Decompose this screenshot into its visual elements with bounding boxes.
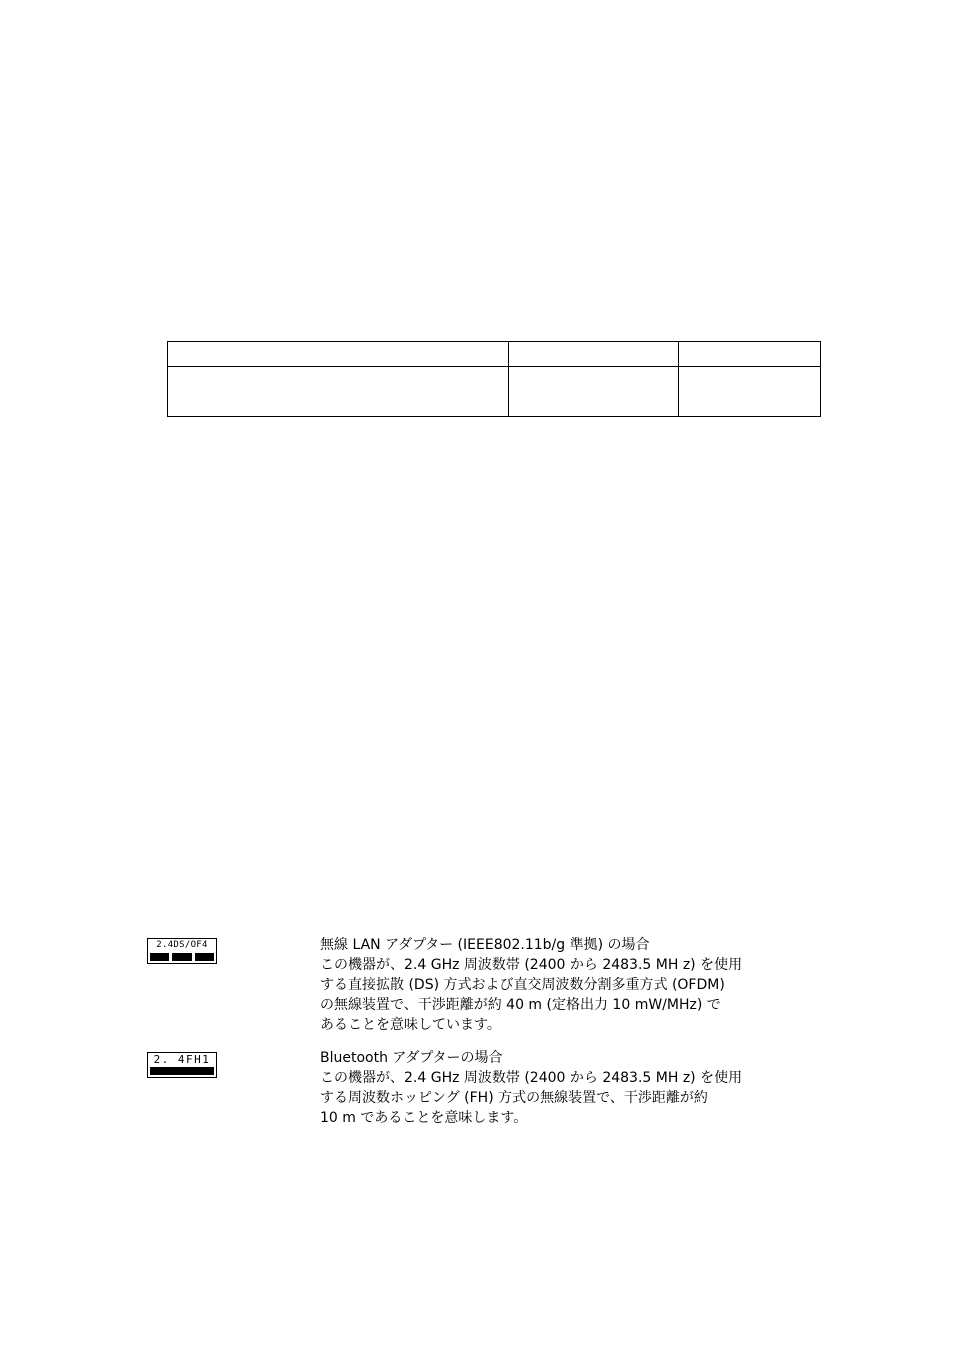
wireless-lan-line: の無線装置で、干渉距離が約 40 m (定格出力 10 mW/MHz) で [320,997,721,1013]
bluetooth-line: する周波数ホッピング (FH) 方式の無線装置で、干渉距離が約 [320,1090,708,1106]
wireless-lan-heading: 無線 LAN アダプター (IEEE802.11b/g 準拠) の場合 [320,937,650,953]
bluetooth-heading: Bluetooth アダプターの場合 [320,1050,503,1066]
table-cell [509,342,679,367]
bluetooth-description [320,1048,820,1128]
wireless-lan-mark-bars [150,953,214,961]
bluetooth-line: この機器が、2.4 GHz 周波数帯 (2400 から 2483.5 MH z) を使用 [320,1070,743,1086]
bluetooth-line: 10 m であることを意味します。 [320,1110,528,1126]
table-row [168,342,821,367]
empty-table [167,341,821,417]
wireless-lan-mark [147,938,217,964]
mark-bar [172,953,191,961]
table-cell [679,342,821,367]
table-cell [168,367,509,417]
wireless-lan-description [320,935,820,1035]
wireless-lan-mark-label: 2.4DS/OF4 [156,940,208,950]
wireless-lan-line: この機器が、2.4 GHz 周波数帯 (2400 から 2483.5 MH z) を使用 [320,957,743,973]
table-cell [168,342,509,367]
table-cell [509,367,679,417]
table-cell [679,367,821,417]
bluetooth-mark [147,1052,217,1078]
mark-bar [195,953,214,961]
bluetooth-mark-bars [150,1067,214,1075]
mark-bar [150,1067,214,1075]
bluetooth-mark-label: 2. 4FH1 [153,1053,211,1066]
wireless-lan-line: する直接拡散 (DS) 方式および直交周波数分割多重方式 (OFDM) [320,977,725,993]
table-row [168,367,821,417]
wireless-lan-line: あることを意味しています。 [320,1017,501,1033]
mark-bar [150,953,169,961]
